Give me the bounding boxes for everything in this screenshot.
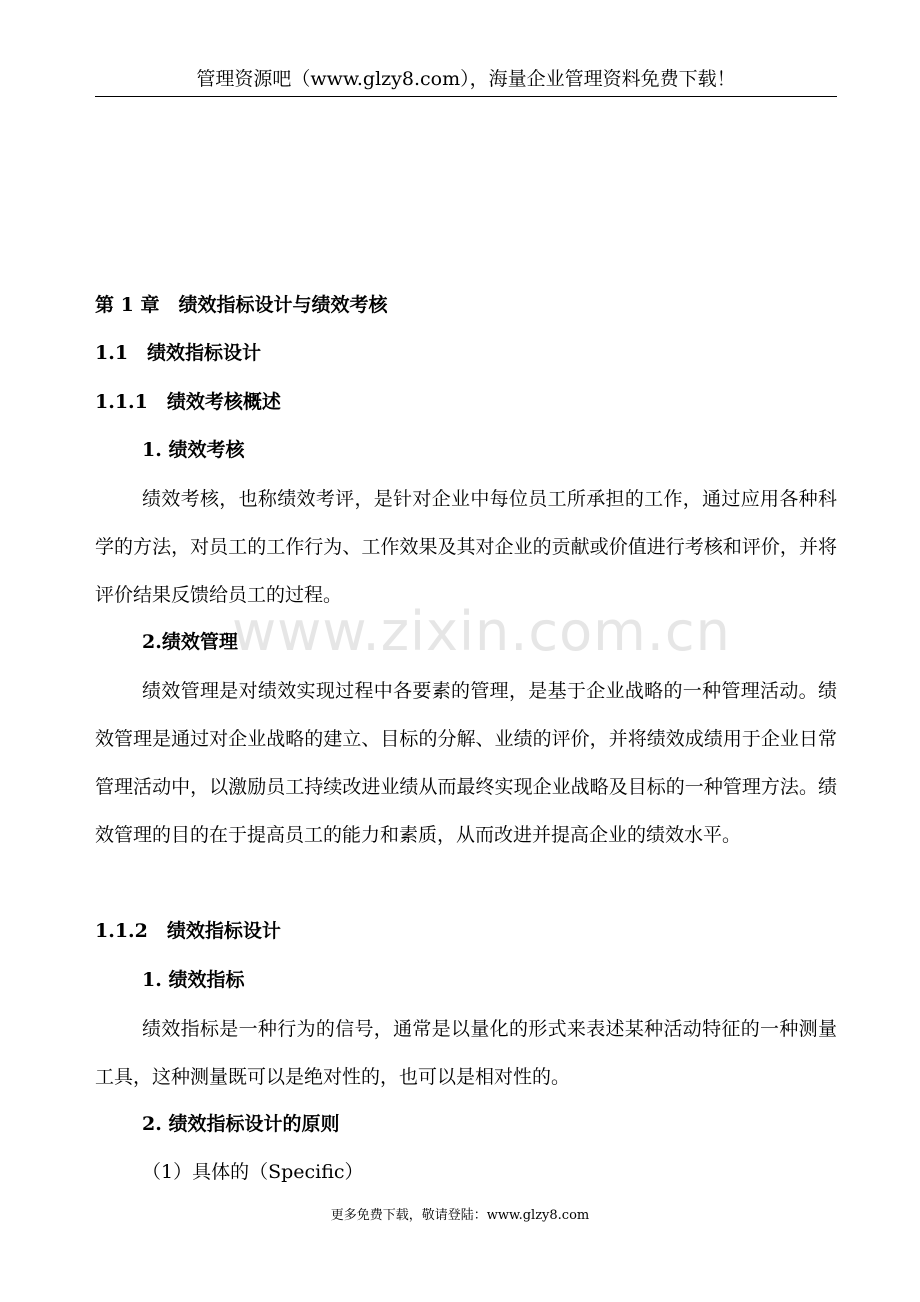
paragraph-performance-management: 绩效管理是对绩效实现过程中各要素的管理，是基于企业战略的一种管理活动。绩效管理是通过对企业战略的建立、目标的分解、业绩的评价，并将绩效成绩用于企业日常管理活动中，以激励员工持续改进业绩从而最终实现企业战略及目标的一种管理方法。绩效管理的目的在于提高员工的能力和素质，从而改进并提高企业的绩效水平。 [95,680,837,846]
paragraph-performance-indicator: 绩效指标是一种行为的信号，通常是以量化的形式来表述某种活动特征的一种测量工具，这种测量既可以是绝对性的，也可以是相对性的。 [95,1018,837,1088]
item-heading-performance-indicator: 1. 绩效指标 [142,969,245,991]
section-heading-1-1: 1.1 绩效指标设计 [95,342,262,364]
page-header: 管理资源吧（www.glzy8.com），海量企业管理资料免费下载！ [196,68,736,90]
page-footer: 更多免费下载，敬请登陆：www.glzy8.com [330,1208,590,1223]
section-heading-1-1-2: 1.1.2 绩效指标设计 [95,920,281,942]
header-rule [95,96,837,97]
item-heading-design-principles: 2. 绩效指标设计的原则 [142,1113,340,1135]
watermark: www.zixin.com.cn [232,600,731,663]
section-heading-1-1-1: 1.1.1 绩效考核概述 [95,391,281,413]
principle-specific: （1）具体的（Specific） [142,1161,364,1183]
paragraph-performance-appraisal: 绩效考核，也称绩效考评，是针对企业中每位员工所承担的工作，通过应用各种科学的方法，对员工的工作行为、工作效果及其对企业的贡献或价值进行考核和评价，并将评价结果反馈给员工的过程。 [95,488,837,606]
item-heading-performance-appraisal: 1. 绩效考核 [142,439,245,461]
chapter-title: 第 1 章 绩效指标设计与绩效考核 [95,294,388,316]
item-heading-performance-management: 2.绩效管理 [142,631,238,653]
